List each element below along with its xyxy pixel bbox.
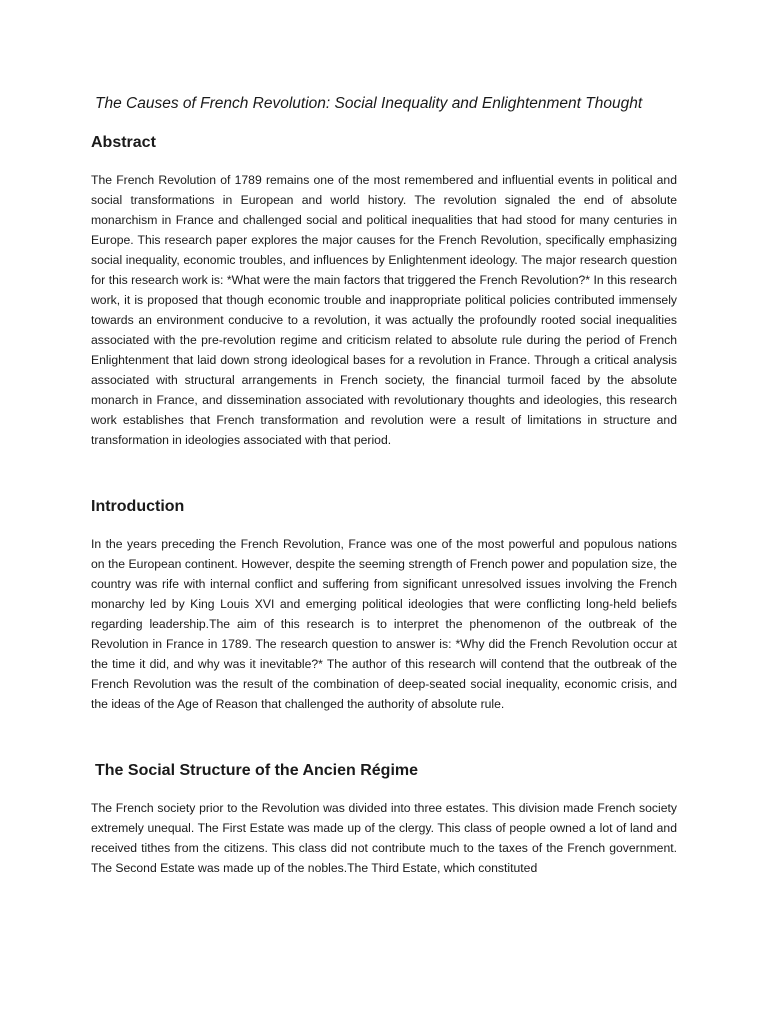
document-title: The Causes of French Revolution: Social Inequality and Enlightenment Thought bbox=[95, 95, 643, 112]
introduction-paragraph: In the years preceding the French Revolution, France was one of the most powerful and populous nations on the European continent. However, despite the seeming strength of French power and population size, the country was rife with internal conflict and suffering from significant unresolved issues involving the French monarchy led by King Louis XVI and emerging political ideologies that were conflicting long-held beliefs regarding leadership.The aim of this research is to interpret the phenomenon of the outbreak of the Revolution in France in 1789. The research question to answer is: *Why did the French Revolution occur at the time it did, and why was it inevitable?* The author of this research will contend that the outbreak of the French Revolution was the result of the combination of deep-seated social inequality, economic crisis, and the ideas of the Age of Reason that challenged the authority of absolute rule. bbox=[91, 537, 677, 711]
document-body bbox=[91, 93, 677, 878]
introduction-heading: Introduction bbox=[91, 498, 185, 515]
social-structure-paragraph: The French society prior to the Revolution was divided into three estates. This division made French society extremely unequal. The First Estate was made up of the clergy. This class of people owned a lot of land and received tithes from the citizens. This class did not contribute much to the taxes of the French government. The Second Estate was made up of the nobles.The Third Estate, which constituted bbox=[91, 801, 677, 875]
social-structure-heading: The Social Structure of the Ancien Régime bbox=[95, 762, 419, 779]
abstract-heading: Abstract bbox=[91, 134, 156, 151]
abstract-paragraph: The French Revolution of 1789 remains one of the most remembered and influential events in political and social transformations in European and world history. The revolution signaled the end of absolute monarchism in France and challenged social and political inequalities that had stood for many centuries in Europe. This research paper explores the major causes for the French Revolution, specifically emphasizing social inequality, economic troubles, and influences by Enlightenment ideology. The major research question for this research work is: *What were the main factors that triggered the French Revolution?* In this research work, it is proposed that though economic trouble and inappropriate political policies contributed immensely towards an environment conducive to a revolution, it was actually the profoundly rooted social inequalities associated with the pre-revolution regime and criticism related to absolute rule during the period of French Enlightenment that laid down strong ideological bases for a revolution in France. Through a critical analysis associated with structural arrangements in French society, the financial turmoil faced by the absolute monarch in France, and dissemination associated with revolutionary thoughts and ideologies, this research work establishes that French transformation and revolution were a result of limitations in structure and transformation in ideologies associated with that period. bbox=[91, 173, 677, 447]
